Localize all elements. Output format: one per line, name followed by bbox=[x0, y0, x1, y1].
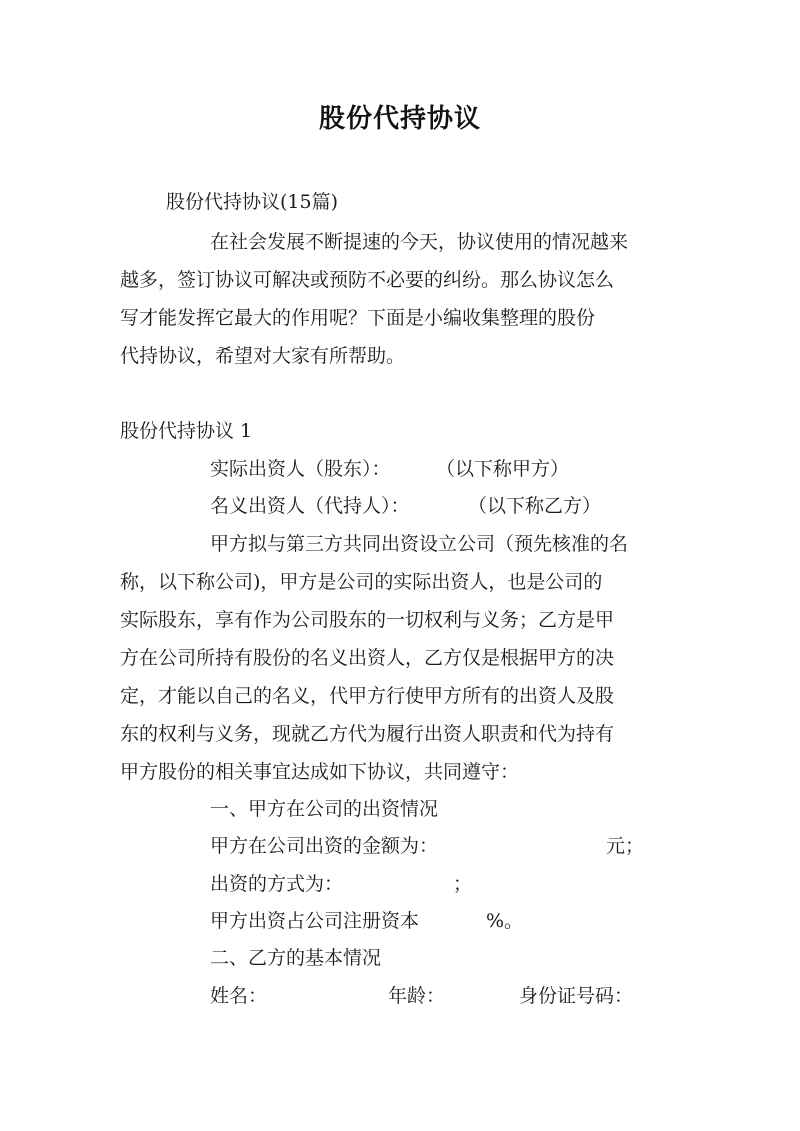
ratio-label: 甲方出资占公司注册资本 bbox=[210, 910, 420, 932]
actual-investor-label: 实际出资人（股东）： bbox=[210, 458, 391, 480]
intro-line: 代持协议，希望对大家有所帮助。 bbox=[120, 345, 406, 367]
age-label: 年龄： bbox=[388, 985, 446, 1007]
amount-label: 甲方在公司出资的金额为： bbox=[210, 835, 439, 857]
method-label: 出资的方式为： bbox=[210, 873, 344, 895]
body-line: 方在公司所持有股份的名义出资人，乙方仅是根据甲方的决 bbox=[120, 647, 615, 669]
clause-one-heading: 一、甲方在公司的出资情况 bbox=[210, 798, 439, 820]
intro-line: 在社会发展不断提速的今天，协议使用的情况越来 bbox=[210, 231, 629, 253]
name-label: 姓名： bbox=[210, 985, 268, 1007]
clause-two-heading: 二、乙方的基本情况 bbox=[210, 947, 382, 969]
intro-line: 写才能发挥它最大的作用呢？下面是小编收集整理的股份 bbox=[120, 307, 596, 329]
method-end: ； bbox=[453, 873, 473, 895]
body-line: 东的权利与义务，现就乙方代为履行出资人职责和代为持有 bbox=[120, 723, 615, 745]
body-line: 甲方拟与第三方共同出资设立公司（预先核准的名 bbox=[210, 533, 629, 555]
id-number-label: 身份证号码： bbox=[519, 985, 634, 1007]
nominal-investor-note: （以下称乙方） bbox=[468, 495, 602, 517]
body-line: 甲方股份的相关事宜达成如下协议，共同遵守： bbox=[120, 761, 520, 783]
nominal-investor-label: 名义出资人（代持人）： bbox=[210, 495, 410, 517]
document-title: 股份代持协议 bbox=[318, 104, 481, 134]
body-line: 定，才能以自己的名义，代甲方行使甲方所有的出资人及股 bbox=[120, 685, 615, 707]
section-heading: 股份代持协议 1 bbox=[120, 420, 253, 442]
body-line: 实际股东，享有作为公司股东的一切权利与义务；乙方是甲 bbox=[120, 609, 615, 631]
amount-unit: 元； bbox=[606, 835, 645, 857]
intro-line: 越多，签订协议可解决或预防不必要的纠纷。那么协议怎么 bbox=[120, 269, 615, 291]
body-line: 称，以下称公司)，甲方是公司的实际出资人，也是公司的 bbox=[120, 571, 603, 593]
actual-investor-note: （以下称甲方） bbox=[436, 458, 570, 480]
ratio-unit: %。 bbox=[486, 910, 524, 932]
document-subtitle: 股份代持协议(15篇) bbox=[166, 191, 339, 213]
